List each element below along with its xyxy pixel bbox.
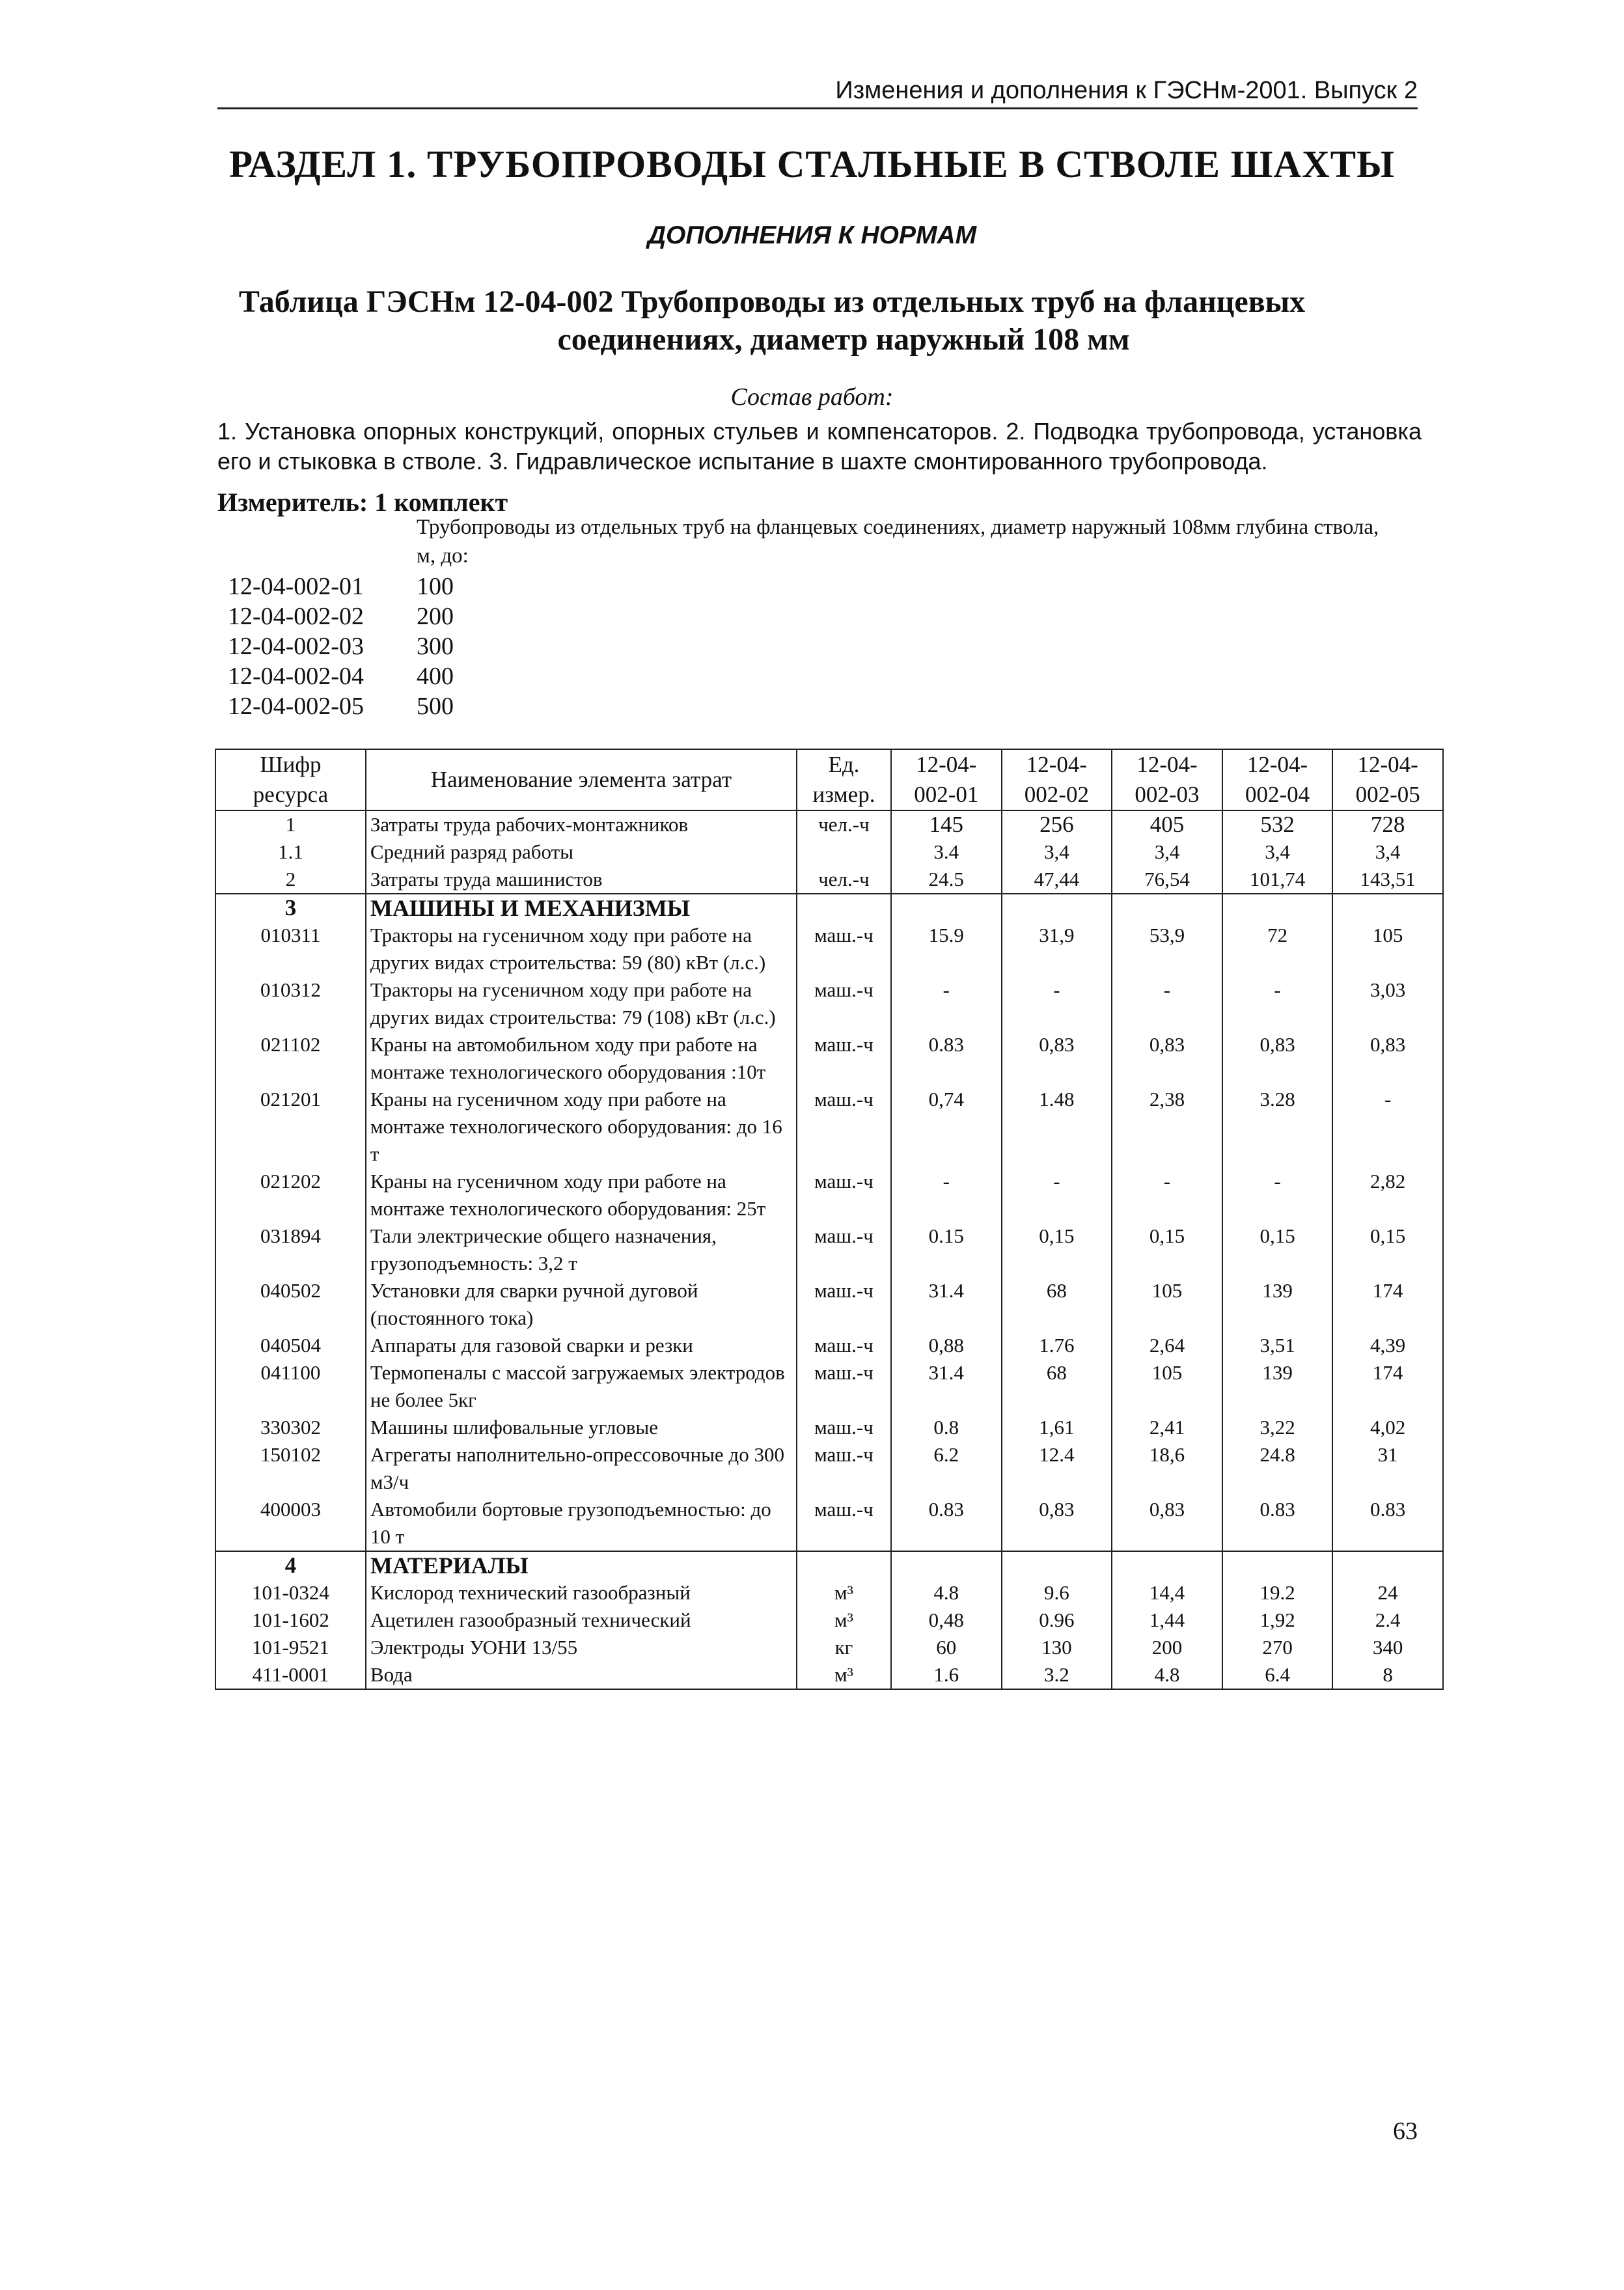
cell-code: 411-0001 xyxy=(215,1661,366,1689)
cell-value: 105 xyxy=(1332,922,1443,976)
cell-value: 0.83 xyxy=(891,1031,1002,1086)
table-row xyxy=(215,1277,1443,1332)
table-row xyxy=(215,1579,1443,1607)
norm-depth: 300 xyxy=(417,633,454,660)
cell-value xyxy=(1112,894,1222,922)
header-col-5: 12-04-002-05 xyxy=(1332,749,1443,810)
cell-value: 31.4 xyxy=(891,1277,1002,1332)
cell-unit xyxy=(797,838,891,866)
norm-depth: 100 xyxy=(417,573,454,600)
cell-value: 200 xyxy=(1112,1634,1222,1661)
cell-unit: чел.-ч xyxy=(797,866,891,894)
table-row xyxy=(215,894,1443,922)
cell-value: 1.6 xyxy=(891,1661,1002,1689)
cell-name: Затраты труда машинистов xyxy=(366,866,797,894)
cell-value: 405 xyxy=(1112,810,1222,838)
cell-name: Тали электрические общего назначения, грузоподъемность: 3,2 т xyxy=(366,1222,797,1277)
cell-value: 0,88 xyxy=(891,1332,1002,1359)
cell-name: Тракторы на гусеничном ходу при работе на других видах строительства: 59 (80) кВт (л.с.) xyxy=(366,922,797,976)
cell-value: 0.15 xyxy=(891,1222,1002,1277)
header-code: Шифр ресурса xyxy=(215,749,366,810)
cell-value xyxy=(891,1551,1002,1579)
cell-value: 0,83 xyxy=(1002,1031,1112,1086)
cell-value: 101,74 xyxy=(1222,866,1333,894)
header-col-1: 12-04-002-01 xyxy=(891,749,1002,810)
norm-code-row xyxy=(228,601,454,631)
cell-code: 4 xyxy=(215,1551,366,1579)
cell-value: 24.8 xyxy=(1222,1441,1333,1496)
cell-value: 1,92 xyxy=(1222,1607,1333,1634)
table-header-row xyxy=(215,749,1443,810)
description: Трубопроводы из отдельных труб на фланцевых соединениях, диаметр наружный 108мм глубина ствола, м, до: xyxy=(417,516,1379,568)
cell-name: Ацетилен газообразный технический xyxy=(366,1607,797,1634)
table-title xyxy=(217,283,1418,359)
table-title-line1: Таблица ГЭСНм 12-04-002 Трубопроводы из отдельных труб на фланцевых xyxy=(238,284,1306,319)
cell-value: 12.4 xyxy=(1002,1441,1112,1496)
cell-value: 2,38 xyxy=(1112,1086,1222,1168)
table-row xyxy=(215,1661,1443,1689)
cell-value: 1,44 xyxy=(1112,1607,1222,1634)
cell-value xyxy=(1222,1551,1333,1579)
section-title: РАЗДЕЛ 1. ТРУБОПРОВОДЫ СТАЛЬНЫЕ В СТВОЛЕ ШАХТЫ xyxy=(228,143,1396,186)
cell-value: 4.8 xyxy=(1112,1661,1222,1689)
cell-value: 2,64 xyxy=(1112,1332,1222,1359)
cell-value: 0,15 xyxy=(1002,1222,1112,1277)
table-row xyxy=(215,1332,1443,1359)
cell-value: 0,15 xyxy=(1112,1222,1222,1277)
table-row xyxy=(215,1359,1443,1414)
cell-code: 101-1602 xyxy=(215,1607,366,1634)
norm-code: 12-04-002-01 xyxy=(228,573,364,600)
header-col-3: 12-04-002-03 xyxy=(1112,749,1222,810)
cell-code: 040502 xyxy=(215,1277,366,1332)
cell-unit: маш.-ч xyxy=(797,1414,891,1441)
cell-value: 3.2 xyxy=(1002,1661,1112,1689)
table-title-line2: соединениях, диаметр наружный 108 мм xyxy=(557,322,1130,357)
cell-name: Машины шлифовальные угловые xyxy=(366,1414,797,1441)
cell-value xyxy=(1332,1551,1443,1579)
cell-name: Краны на гусеничном ходу при работе на монтаже технологического оборудования: 25т xyxy=(366,1168,797,1222)
cell-name: Агрегаты наполнительно-опрессовочные до 300 м3/ч xyxy=(366,1441,797,1496)
page-number: 63 xyxy=(1393,2118,1418,2145)
norm-code-row xyxy=(228,631,454,661)
cell-value: 105 xyxy=(1112,1277,1222,1332)
norm-depth: 200 xyxy=(417,603,454,630)
cell-value: 0,83 xyxy=(1222,1031,1333,1086)
norm-code: 12-04-002-02 xyxy=(228,603,364,630)
table-row xyxy=(215,922,1443,976)
cell-value xyxy=(1002,1551,1112,1579)
cell-value: 31,9 xyxy=(1002,922,1112,976)
cell-value: 174 xyxy=(1332,1359,1443,1414)
cell-value: 47,44 xyxy=(1002,866,1112,894)
cell-unit xyxy=(797,894,891,922)
cell-name: МАШИНЫ И МЕХАНИЗМЫ xyxy=(366,894,797,922)
cell-value: 18,6 xyxy=(1112,1441,1222,1496)
cell-value xyxy=(1002,894,1112,922)
cell-value: 143,51 xyxy=(1332,866,1443,894)
cell-value: 1.76 xyxy=(1002,1332,1112,1359)
cell-value: - xyxy=(1332,1086,1443,1168)
cell-value: 0,83 xyxy=(1002,1496,1112,1551)
cell-value: 3,4 xyxy=(1332,838,1443,866)
header-name: Наименование элемента затрат xyxy=(366,749,797,810)
cell-unit: м³ xyxy=(797,1607,891,1634)
table-row xyxy=(215,1086,1443,1168)
cell-value: 76,54 xyxy=(1112,866,1222,894)
table-row xyxy=(215,1414,1443,1441)
subtitle: ДОПОЛНЕНИЯ К НОРМАМ xyxy=(647,221,977,249)
cell-unit: маш.-ч xyxy=(797,976,891,1031)
cell-value xyxy=(1112,1551,1222,1579)
cell-value: 72 xyxy=(1222,922,1333,976)
table-row xyxy=(215,1551,1443,1579)
cell-value: 0,83 xyxy=(1112,1031,1222,1086)
cell-name: МАТЕРИАЛЫ xyxy=(366,1551,797,1579)
norm-depth: 500 xyxy=(417,693,454,720)
cell-value: 8 xyxy=(1332,1661,1443,1689)
cell-value: 145 xyxy=(891,810,1002,838)
cell-code: 2 xyxy=(215,866,366,894)
cell-name: Затраты труда рабочих-монтажников xyxy=(366,810,797,838)
cell-unit: маш.-ч xyxy=(797,922,891,976)
cell-unit: маш.-ч xyxy=(797,1359,891,1414)
cell-value: 3,51 xyxy=(1222,1332,1333,1359)
cell-value: 3.28 xyxy=(1222,1086,1333,1168)
table-row xyxy=(215,1168,1443,1222)
cell-value xyxy=(1222,894,1333,922)
table-row xyxy=(215,838,1443,866)
cell-value: 2.4 xyxy=(1332,1607,1443,1634)
table-row xyxy=(215,1496,1443,1551)
table-row xyxy=(215,810,1443,838)
cell-value: 3,4 xyxy=(1222,838,1333,866)
cell-name: Краны на гусеничном ходу при работе на монтаже технологического оборудования: до 16 т xyxy=(366,1086,797,1168)
cell-value: 139 xyxy=(1222,1359,1333,1414)
cell-code: 150102 xyxy=(215,1441,366,1496)
cell-value: 2,82 xyxy=(1332,1168,1443,1222)
cell-value: 6.2 xyxy=(891,1441,1002,1496)
cell-unit: маш.-ч xyxy=(797,1277,891,1332)
cell-value: 68 xyxy=(1002,1359,1112,1414)
running-header: Изменения и дополнения к ГЭСНм-2001. Выпуск 2 xyxy=(217,77,1418,109)
norm-depth: 400 xyxy=(417,663,454,690)
cell-name: Установки для сварки ручной дуговой (постоянного тока) xyxy=(366,1277,797,1332)
cell-value xyxy=(1332,894,1443,922)
cell-unit: м³ xyxy=(797,1661,891,1689)
cell-value xyxy=(891,894,1002,922)
meter: Измеритель: 1 комплект xyxy=(217,488,508,517)
norm-code-row xyxy=(228,691,454,721)
norm-code-row xyxy=(228,661,454,691)
cell-code: 330302 xyxy=(215,1414,366,1441)
cell-code: 101-0324 xyxy=(215,1579,366,1607)
cell-value: 0,48 xyxy=(891,1607,1002,1634)
cell-value: 4.8 xyxy=(891,1579,1002,1607)
cell-value: 0.8 xyxy=(891,1414,1002,1441)
cell-unit: чел.-ч xyxy=(797,810,891,838)
cell-value: 4,02 xyxy=(1332,1414,1443,1441)
cell-value: 2,41 xyxy=(1112,1414,1222,1441)
work-text: 1. Установка опорных конструкций, опорных стульев и компенсаторов. 2. Подводка трубопровода, установка его и стыковка в стволе. 3. Гидравлическое испытание в шахте смонтированного трубопровода. xyxy=(217,418,1422,475)
cell-value: 14,4 xyxy=(1112,1579,1222,1607)
norm-codes-list xyxy=(228,572,454,721)
cell-value: 4,39 xyxy=(1332,1332,1443,1359)
cell-unit: маш.-ч xyxy=(797,1222,891,1277)
cell-value: 0.96 xyxy=(1002,1607,1112,1634)
cell-value: 3,4 xyxy=(1112,838,1222,866)
cell-value: 0,15 xyxy=(1332,1222,1443,1277)
header-col-2: 12-04-002-02 xyxy=(1002,749,1112,810)
cell-value: 0.83 xyxy=(1222,1496,1333,1551)
cell-value: 68 xyxy=(1002,1277,1112,1332)
cell-value: - xyxy=(1112,976,1222,1031)
cell-unit: маш.-ч xyxy=(797,1086,891,1168)
table-row xyxy=(215,866,1443,894)
cell-value: 0,15 xyxy=(1222,1222,1333,1277)
cell-value: 1.48 xyxy=(1002,1086,1112,1168)
cell-value: 0.83 xyxy=(891,1496,1002,1551)
norm-code-row xyxy=(228,572,454,601)
cell-unit: м³ xyxy=(797,1579,891,1607)
cell-unit: маш.-ч xyxy=(797,1441,891,1496)
cell-value: 174 xyxy=(1332,1277,1443,1332)
resource-table xyxy=(215,749,1444,1690)
cell-value: 0,83 xyxy=(1332,1031,1443,1086)
table-row xyxy=(215,1441,1443,1496)
table-row xyxy=(215,1031,1443,1086)
cell-value: 0.83 xyxy=(1332,1496,1443,1551)
cell-name: Кислород технический газообразный xyxy=(366,1579,797,1607)
cell-value: 9.6 xyxy=(1002,1579,1112,1607)
cell-unit: маш.-ч xyxy=(797,1168,891,1222)
cell-unit xyxy=(797,1551,891,1579)
cell-value: 3.4 xyxy=(891,838,1002,866)
cell-value: 3,03 xyxy=(1332,976,1443,1031)
table-row xyxy=(215,1634,1443,1661)
cell-value: - xyxy=(1002,976,1112,1031)
cell-unit: маш.-ч xyxy=(797,1031,891,1086)
cell-value: 3,4 xyxy=(1002,838,1112,866)
header-unit: Ед. измер. xyxy=(797,749,891,810)
cell-code: 3 xyxy=(215,894,366,922)
cell-unit: маш.-ч xyxy=(797,1496,891,1551)
cell-name: Автомобили бортовые грузоподъемностью: до 10 т xyxy=(366,1496,797,1551)
work-heading: Состав работ: xyxy=(730,383,894,411)
cell-code: 021201 xyxy=(215,1086,366,1168)
cell-name: Термопеналы с массой загружаемых электродов не более 5кг xyxy=(366,1359,797,1414)
cell-name: Краны на автомобильном ходу при работе на монтаже технологического оборудования :10т xyxy=(366,1031,797,1086)
cell-value: - xyxy=(891,976,1002,1031)
cell-code: 1 xyxy=(215,810,366,838)
cell-code: 1.1 xyxy=(215,838,366,866)
cell-name: Вода xyxy=(366,1661,797,1689)
cell-code: 040504 xyxy=(215,1332,366,1359)
cell-unit: кг xyxy=(797,1634,891,1661)
cell-value: 60 xyxy=(891,1634,1002,1661)
cell-value: 3,22 xyxy=(1222,1414,1333,1441)
cell-unit: маш.-ч xyxy=(797,1332,891,1359)
cell-code: 400003 xyxy=(215,1496,366,1551)
norm-code: 12-04-002-03 xyxy=(228,633,364,660)
cell-value: 1,61 xyxy=(1002,1414,1112,1441)
cell-name: Тракторы на гусеничном ходу при работе на других видах строительства: 79 (108) кВт (л.с.) xyxy=(366,976,797,1031)
cell-value: - xyxy=(1222,976,1333,1031)
cell-value: 19.2 xyxy=(1222,1579,1333,1607)
cell-value: 0,83 xyxy=(1112,1496,1222,1551)
cell-name: Средний разряд работы xyxy=(366,838,797,866)
cell-value: 340 xyxy=(1332,1634,1443,1661)
table-row xyxy=(215,976,1443,1031)
cell-value: - xyxy=(1112,1168,1222,1222)
cell-name: Аппараты для газовой сварки и резки xyxy=(366,1332,797,1359)
cell-value: - xyxy=(891,1168,1002,1222)
cell-name: Электроды УОНИ 13/55 xyxy=(366,1634,797,1661)
cell-value: 24.5 xyxy=(891,866,1002,894)
cell-value: 53,9 xyxy=(1112,922,1222,976)
norm-code: 12-04-002-05 xyxy=(228,693,364,720)
cell-value: 24 xyxy=(1332,1579,1443,1607)
table-row xyxy=(215,1222,1443,1277)
cell-value: 6.4 xyxy=(1222,1661,1333,1689)
cell-value: - xyxy=(1002,1168,1112,1222)
cell-value: 139 xyxy=(1222,1277,1333,1332)
norm-code: 12-04-002-04 xyxy=(228,663,364,690)
cell-value: 532 xyxy=(1222,810,1333,838)
cell-code: 021202 xyxy=(215,1168,366,1222)
cell-code: 101-9521 xyxy=(215,1634,366,1661)
cell-value: 31 xyxy=(1332,1441,1443,1496)
cell-code: 010311 xyxy=(215,922,366,976)
cell-value: 105 xyxy=(1112,1359,1222,1414)
cell-value: - xyxy=(1222,1168,1333,1222)
cell-value: 0,74 xyxy=(891,1086,1002,1168)
cell-value: 728 xyxy=(1332,810,1443,838)
cell-value: 31.4 xyxy=(891,1359,1002,1414)
cell-code: 031894 xyxy=(215,1222,366,1277)
table-row xyxy=(215,1607,1443,1634)
cell-value: 256 xyxy=(1002,810,1112,838)
cell-code: 010312 xyxy=(215,976,366,1031)
cell-value: 270 xyxy=(1222,1634,1333,1661)
cell-code: 021102 xyxy=(215,1031,366,1086)
cell-value: 15.9 xyxy=(891,922,1002,976)
header-col-4: 12-04-002-04 xyxy=(1222,749,1333,810)
cell-code: 041100 xyxy=(215,1359,366,1414)
cell-value: 130 xyxy=(1002,1634,1112,1661)
